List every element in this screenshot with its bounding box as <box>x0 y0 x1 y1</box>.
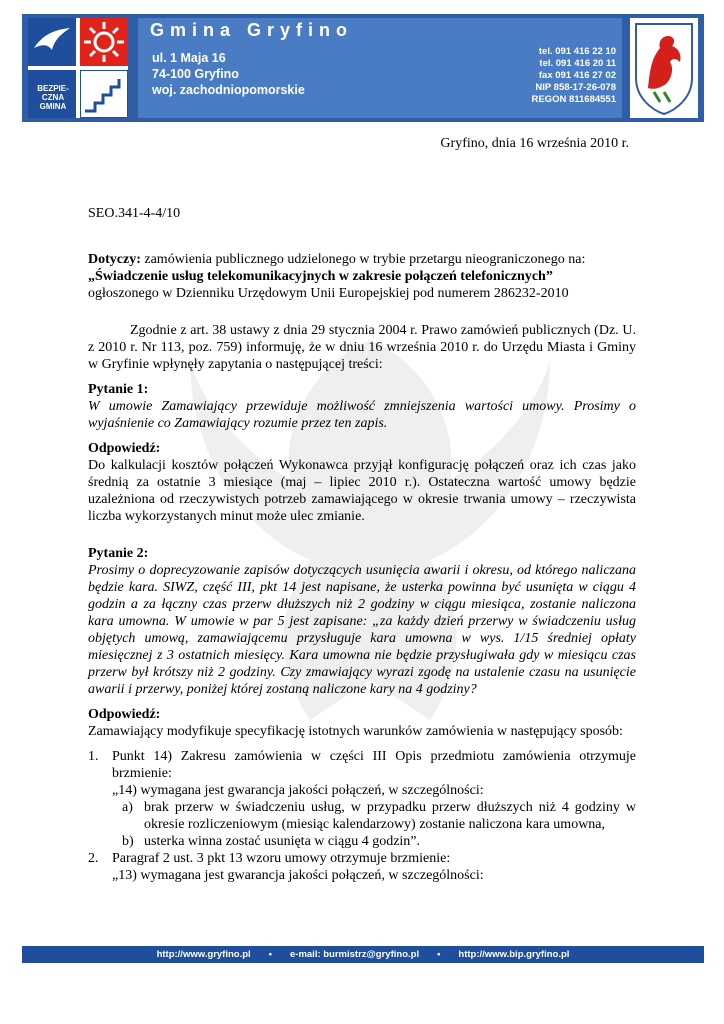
address-line: 74-100 Gryfino <box>152 67 239 81</box>
list-item <box>88 850 636 884</box>
bezpieczna-gmina-logo <box>28 18 128 118</box>
sub-list-text: usterka winna zostać usunięta w ciągu 4 godzin”. <box>144 834 421 849</box>
footer-separator: • <box>268 949 272 960</box>
subject-text: zamówienia publicznego udzielonego w trybie przetargu nieograniczonego na: <box>144 252 586 267</box>
logo-text: BEZPIE-CZNA GMINA <box>37 84 69 111</box>
list-item-quote: „14) wymagana jest gwarancja jakości połączeń, w szczególności: <box>112 783 484 798</box>
question-1-label: Pytanie 1: <box>88 382 149 397</box>
answer-1-label: Odpowiedź: <box>88 441 161 456</box>
swallow-icon <box>28 18 76 66</box>
nip: NIP 858-17-26-078 <box>535 82 616 93</box>
website-link[interactable]: http://www.gryfino.pl <box>156 949 251 960</box>
answer-2-text: Zamawiający modyfikuje specyfikację istotnych warunków zamówienia w następujący sposób: <box>88 724 623 739</box>
sub-list-item <box>88 799 636 833</box>
municipality-title: Gmina Gryfino <box>150 20 354 40</box>
list-item <box>88 748 636 799</box>
sub-list-letter: b) <box>122 834 134 849</box>
list-number: 1. <box>88 749 99 764</box>
question-1-text: W umowie Zamawiający przewiduje możliwość zmniejszenia wartości umowy. Prosimy o wyjaśnienie co Zamawiający rozumie przez ten zapis. <box>88 399 636 431</box>
bip-link[interactable]: http://www.bip.gryfino.pl <box>458 949 570 960</box>
sun-icon <box>80 18 128 66</box>
subject-published: ogłoszonego w Dzienniku Urzędowym Unii Europejskiej pod numerem 286232-2010 <box>88 286 569 301</box>
address-line: ul. 1 Maja 16 <box>152 51 226 65</box>
list-number: 2. <box>88 851 99 866</box>
answer-1-text: Do kalkulacji kosztów połączeń Wykonawca przyjął konfigurację połączeń oraz ich czas jako średnią za ostatnie 3 miesiące (maj – lipiec 2010 r.). Ostateczna wartość umowy będzie uzależniona od rzeczywistych potrzeb zamawiającego w okresie trwania umowy – rzeczywista liczba wykorzystanych minut może ulec zmianie. <box>88 458 636 524</box>
reference-number: SEO.341-4-4/10 <box>88 206 181 221</box>
email-link[interactable]: e-mail: burmistrz@gryfino.pl <box>290 949 420 960</box>
regon: REGON 811684551 <box>531 94 616 105</box>
intro-paragraph: Zgodnie z art. 38 ustawy z dnia 29 stycznia 2004 r. Prawo zamówień publicznych (Dz. U. z 2010 r. Nr 113, poz. 759) informuję, że w dniu 16 września 2010 r. do Urzędu Miasta i Gminy w Gryfinie wpłynęły zapytania o następującej treści: <box>88 323 636 372</box>
answer-2-label: Odpowiedź: <box>88 707 161 722</box>
sub-list-letter: a) <box>122 800 133 815</box>
question-2-text: Prosimy o doprecyzowanie zapisów dotyczących usunięcia awarii i okresu, od którego naliczana będzie kara. SIWZ, część III, pkt 14 jest napisane, że usterka powinna być usunięta w ciągu 4 godzin a za łączny czas przerw dłuższych niż 2 godziny w ciągu miesiąca, zostanie naliczona kara umowna. W umowie w par 5 jest zapisane: „za każdy dzień przerwy w świadczeniu usług objętych umową, zamawiającemu przysługuje kara umowna w wys. 1/15 średniej opłaty miesięcznej z 3 ostatnich miesięcy. Kara umowna nie będzie przysługiwała gdy w miesiącu czas przerw był krótszy niż 2 godziny. Czy zmawiający wyrazi zgodę na ustalenie czasu na usunięcie awarii i przerwy, poniżej której zostaną naliczone kary na 4 godziny? <box>88 563 636 697</box>
phone-1: tel. 091 416 22 10 <box>538 46 616 57</box>
footer-separator: • <box>437 949 441 960</box>
subject-label: Dotyczy: <box>88 252 141 267</box>
griffin-crest-icon <box>630 18 698 118</box>
modification-list <box>88 748 636 884</box>
question-2-label: Pytanie 2: <box>88 546 149 561</box>
subject-paragraph <box>88 251 636 268</box>
list-item-quote: „13) wymagana jest gwarancja jakości połączeń, w szczególności: <box>112 868 484 883</box>
stairs-icon <box>80 70 128 118</box>
footer-bar <box>22 946 704 963</box>
date-line: Gryfino, dnia 16 września 2010 r. <box>440 136 629 151</box>
sub-list-item <box>88 833 636 850</box>
fax: fax 091 416 27 02 <box>538 70 616 81</box>
subject-title: „Świadczenie usług telekomunikacyjnych w zakresie połączeń telefonicznych” <box>88 269 553 284</box>
phone-2: tel. 091 416 20 11 <box>539 58 616 69</box>
sub-list-text: brak przerw w świadczeniu usług, w przypadku przerw dłuższych niż 4 godziny w okresie rozliczeniowym (miesiąc kalendarzowy) zostanie naliczona kara umowna, <box>144 800 636 832</box>
letter-body <box>88 251 636 884</box>
contact-block <box>531 46 616 106</box>
address-block <box>152 50 305 98</box>
list-item-text: Paragraf 2 ust. 3 pkt 13 wzoru umowy otrzymuje brzmienie: <box>112 851 451 866</box>
address-line: woj. zachodniopomorskie <box>152 83 305 97</box>
list-item-text: Punkt 14) Zakresu zamówienia w części III Opis przedmiotu zamówienia otrzymuje brzmienie: <box>112 749 636 781</box>
